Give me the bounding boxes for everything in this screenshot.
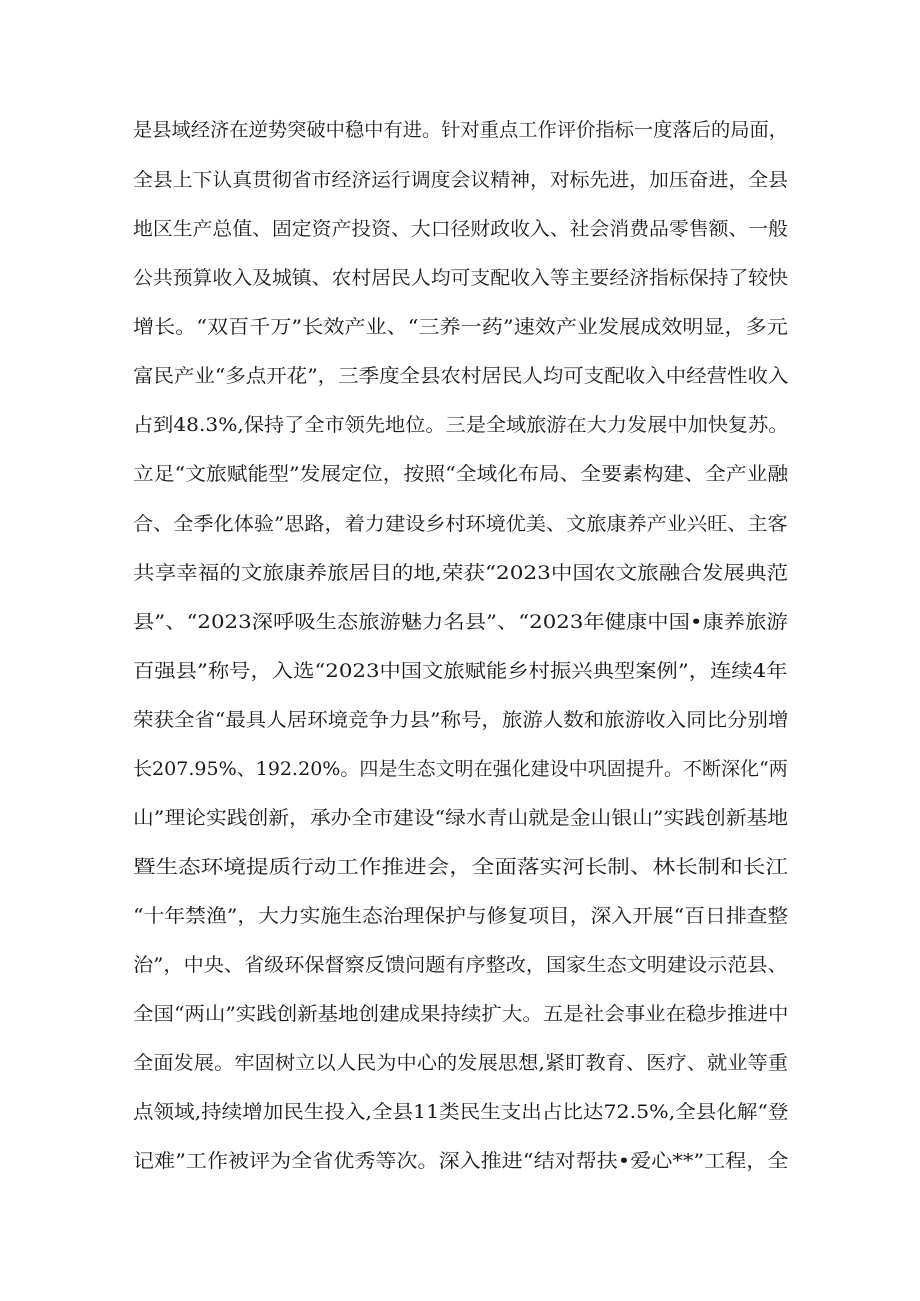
text-line: 地区生产总值、固定资产投资、大口径财政收入、社会消费品零售额、一般	[133, 218, 789, 240]
text-line: 记难”工作被评为全省优秀等次。深入推进“结对帮扶•爱心**”工程，全	[133, 1150, 789, 1172]
text-line: 立足“文旅赋能型”发展定位，按照“全域化布局、全要素构建、全产业融	[133, 463, 789, 485]
text-line: 合、全季化体验”思路，着力建设乡村环境优美、文旅康养产业兴旺、主客	[133, 513, 788, 535]
text-line: 治”，中央、省级环保督察反馈问题有序整改，国家生态文明建设示范县、	[133, 954, 788, 976]
text-line: 共享幸福的文旅康养旅居目的地,荣获“2023中国农文旅融合发展典范	[133, 562, 789, 584]
text-line: 点领域,持续增加民生投入,全县11类民生支出占比达72.5%,全县化解“登	[133, 1101, 789, 1123]
text-line: 全县上下认真贯彻省市经济运行调度会议精神，对标先进，加压奋进，全县	[133, 169, 789, 191]
text-line: 长207.95%、192.20%。四是生态文明在强化建设中巩固提升。不断深化“两	[133, 758, 788, 780]
text-line: 山”理论实践创新，承办全市建设“绿水青山就是金山银山”实践创新基地	[133, 807, 789, 829]
text-line: 增长。“双百千万”长效产业、“三养一药”速效产业发展成效明显，多元	[133, 316, 788, 338]
text-line: 富民产业“多点开花”，三季度全县农村居民人均可支配收入中经营性收入	[133, 365, 789, 387]
text-line: 占到48.3%,保持了全市领先地位。三是全域旅游在大力发展中加快复苏。	[133, 414, 789, 436]
text-line: 是县域经济在逆势突破中稳中有进。针对重点工作评价指标一度落后的局面，	[133, 119, 789, 141]
text-line: 百强县”称号，入选“2023中国文旅赋能乡村振兴典型案例”，连续4年	[133, 660, 788, 682]
text-line: 全面发展。牢固树立以人民为中心的发展思想,紧盯教育、医疗、就业等重	[133, 1052, 789, 1074]
text-line: 暨生态环境提质行动工作推进会，全面落实河长制、林长制和长江	[133, 856, 789, 878]
text-line: “十年禁渔”，大力实施生态治理保护与修复项目，深入开展“百日排查整	[133, 905, 789, 927]
text-line: 全国“两山”实践创新基地创建成果持续扩大。五是社会事业在稳步推进中	[133, 1003, 789, 1025]
text-line: 县”、“2023深呼吸生态旅游魅力名县”、“2023年健康中国•康养旅游	[133, 611, 788, 633]
text-line: 荣获全省“最具人居环境竞争力县”称号，旅游人数和旅游收入同比分别增	[133, 709, 789, 731]
text-line: 公共预算收入及城镇、农村居民人均可支配收入等主要经济指标保持了较快	[133, 267, 789, 289]
